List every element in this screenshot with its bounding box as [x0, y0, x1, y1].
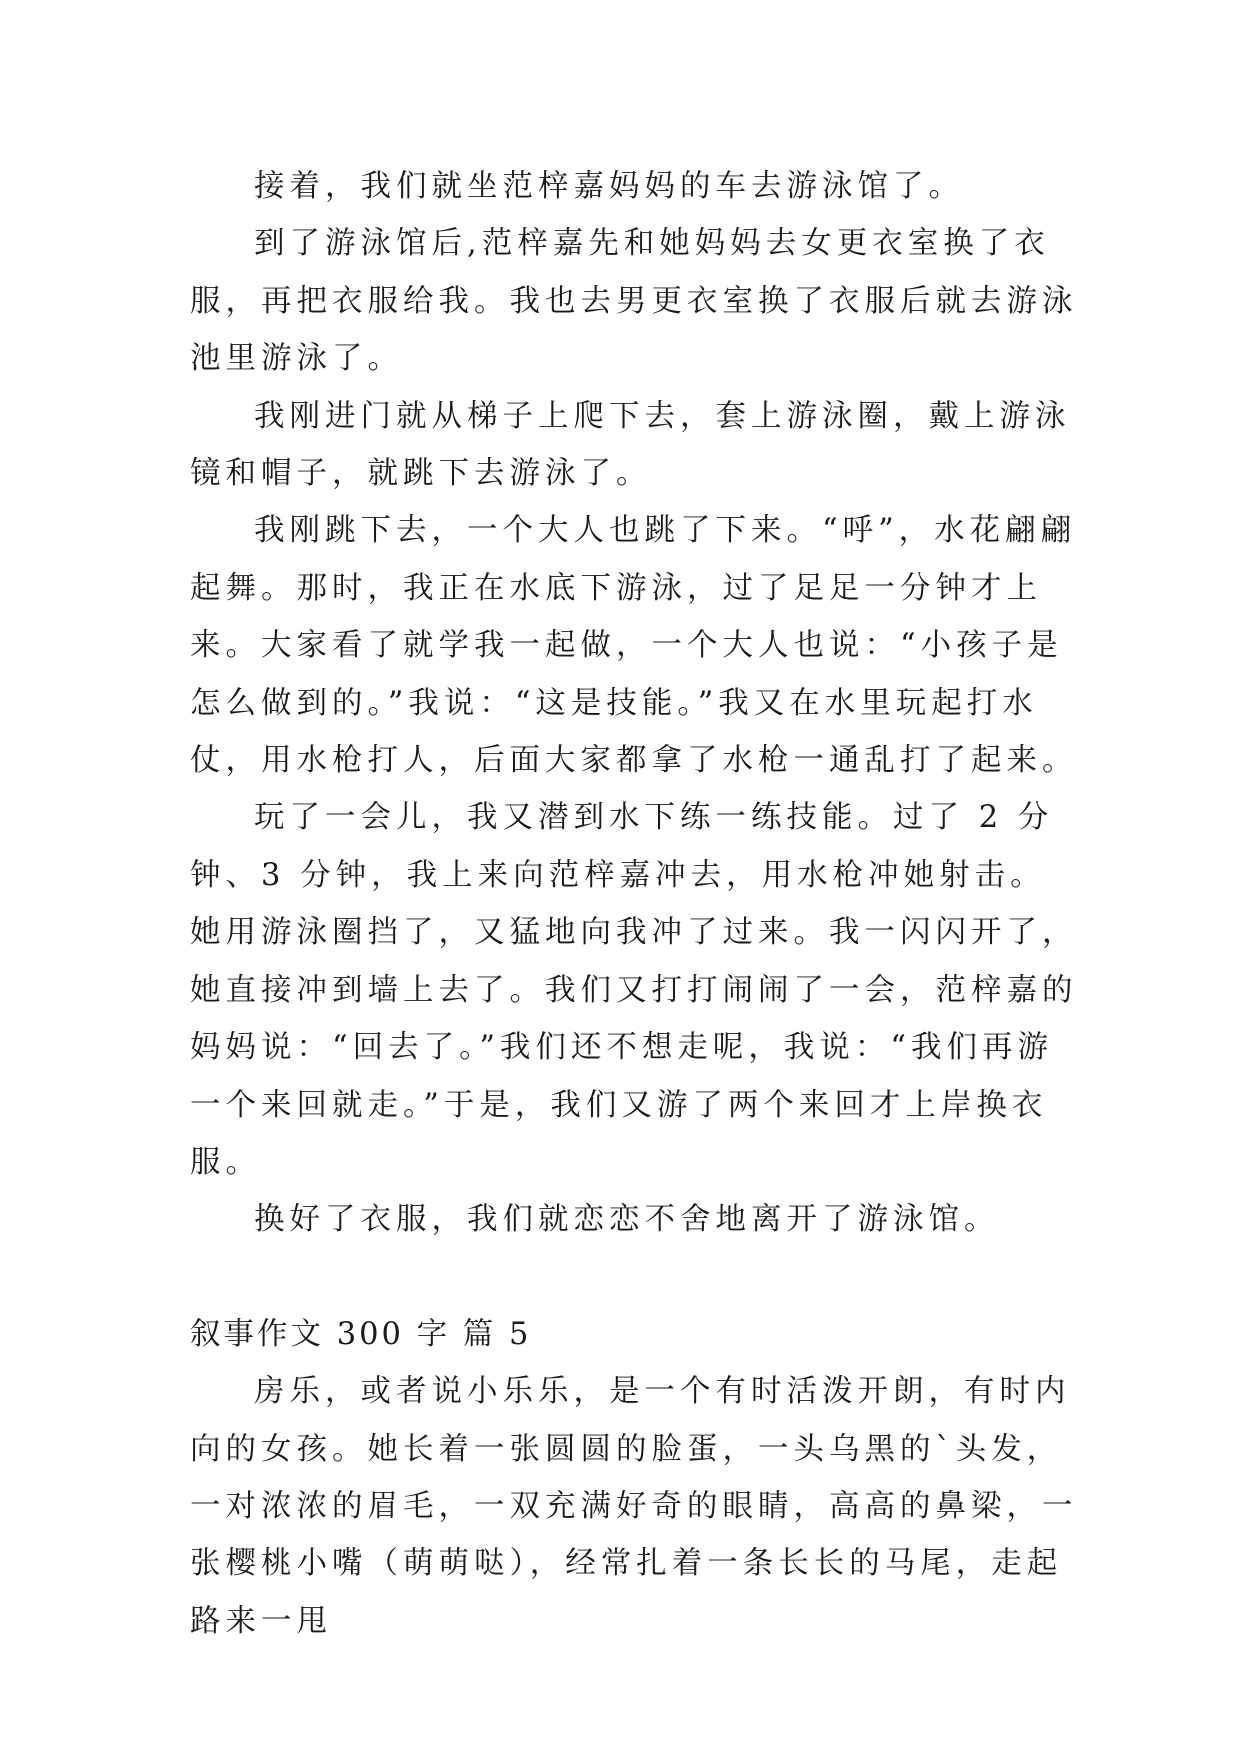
- paragraph: 我刚跳下去，一个大人也跳了下来。“呼”，水花翩翩起舞。那时，我正在水底下游泳，过了足足一分钟才上来。大家看了就学我一起做，一个大人也说：“小孩子是怎么做到的。”我说：“这是技能。”我又在水里玩起打水仗，用水枪打人，后面大家都拿了水枪一通乱打了起来。: [190, 513, 1078, 779]
- paragraph: 到了游泳馆后,范梓嘉先和她妈妈去女更衣室换了衣服，再把衣服给我。我也去男更衣室换了衣服后就去游泳池里游泳了。: [190, 226, 1078, 377]
- section-spacer: [190, 1249, 1080, 1306]
- paragraph: 房乐，或者说小乐乐，是一个有时活泼开朗，有时内向的女孩。她长着一张圆圆的脸蛋，一头乌黑的`头发，一对浓浓的眉毛，一双充满好奇的眼睛，高高的鼻梁，一张樱桃小嘴（萌萌哒），经常扎着一条长长的马尾，走起路来一甩: [190, 1374, 1078, 1639]
- paragraph: 接着，我们就坐范梓嘉妈妈的车去游泳馆了。: [254, 169, 964, 204]
- paragraph: 换好了衣服，我们就恋恋不舍地离开了游泳馆。: [254, 1202, 1000, 1238]
- section-heading: 叙事作文 300 字 篇 5: [190, 1316, 532, 1352]
- paragraph: 玩了一会儿，我又潜到水下练一练技能。过了 2 分钟、3 分钟，我上来向范梓嘉冲去，用水枪冲她射击。她用游泳圈挡了，又猛地向我冲了过来。我一闪闪开了，她直接冲到墙上去了。我们又打打闹闹了一会，范梓嘉的妈妈说：“回去了。”我们还不想走呢，我说：“我们再游一个来回就走。”于是，我们又游了两个来回才上岸换衣服。: [190, 800, 1078, 1180]
- paragraph: 我刚进门就从梯子上爬下去，套上游泳圈，戴上游泳镜和帽子，就跳下去游泳了。: [190, 398, 1071, 492]
- document-body: [190, 158, 1080, 1650]
